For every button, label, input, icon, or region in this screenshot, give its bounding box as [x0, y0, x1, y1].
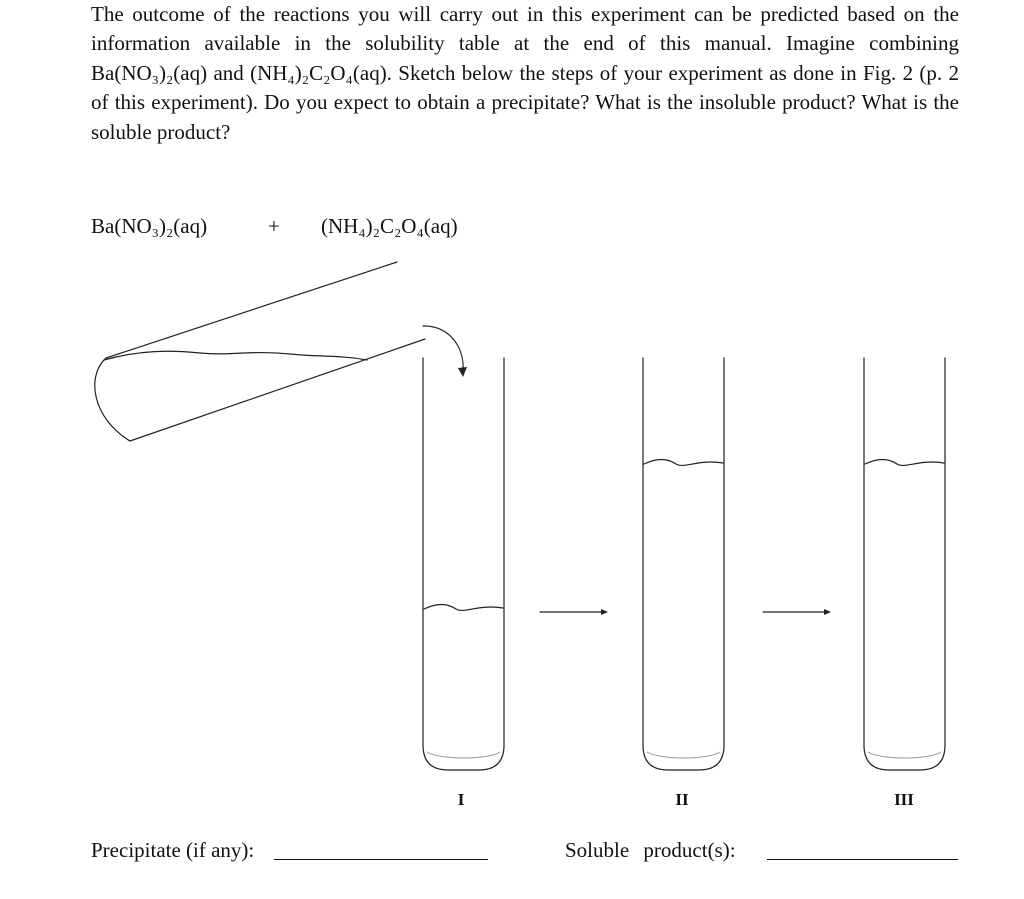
- test-tube-2: [643, 358, 724, 770]
- test-tube-1: [423, 358, 504, 770]
- pouring-tube-upper-wall: [106, 262, 397, 358]
- soluble-product-label: Soluble product(s):: [565, 838, 736, 862]
- instructions-paragraph: The outcome of the reactions you will carry out in this experiment can be predicted based on the information available in the solubility table at the end of this manual. Imagine combining Ba(NO₃)₂(aq) and (NH₄)₂C₂O₄(aq). Sketch below the steps of your experiment as done in Fig. 2 (p. 2 of this experiment). Do you expect to obtain a precipitate? What is the insoluble product? What is the soluble product?: [91, 2, 959, 144]
- reagent-barium-nitrate: Ba(NO₃)₂(aq): [91, 214, 208, 238]
- tube-label-1: I: [457, 790, 465, 809]
- tube-label-2: II: [675, 790, 689, 809]
- precipitate-label: Precipitate (if any):: [91, 838, 255, 862]
- tube-3-liquid-surface: [865, 460, 944, 466]
- tube-2-walls: [643, 358, 724, 770]
- tube-1-bottom-meniscus: [427, 752, 500, 758]
- tube-3-bottom-meniscus: [868, 752, 941, 758]
- tube-1-walls: [423, 358, 504, 770]
- pouring-test-tube: [95, 262, 425, 441]
- precipitate-answer-blank[interactable]: [274, 859, 488, 860]
- soluble-product-answer-blank[interactable]: [767, 859, 958, 860]
- pouring-tube-liquid-surface: [104, 351, 367, 360]
- arrow-tube-2-to-3: [763, 609, 831, 615]
- tube-2-liquid-surface: [644, 460, 723, 466]
- tube-2-bottom-meniscus: [647, 752, 720, 758]
- pouring-tube-bottom: [95, 358, 130, 441]
- tube-3-walls: [864, 358, 945, 770]
- pour-arrow: [423, 326, 467, 377]
- tube-1-liquid-surface: [424, 605, 503, 611]
- arrow-tube-1-to-2: [540, 609, 608, 615]
- pouring-tube-lower-wall: [130, 339, 425, 441]
- reagent-ammonium-oxalate: (NH₄)₂C₂O₄(aq): [321, 214, 458, 238]
- tube-label-3: III: [894, 790, 914, 809]
- test-tube-3: [864, 358, 945, 770]
- plus-sign: +: [268, 214, 280, 238]
